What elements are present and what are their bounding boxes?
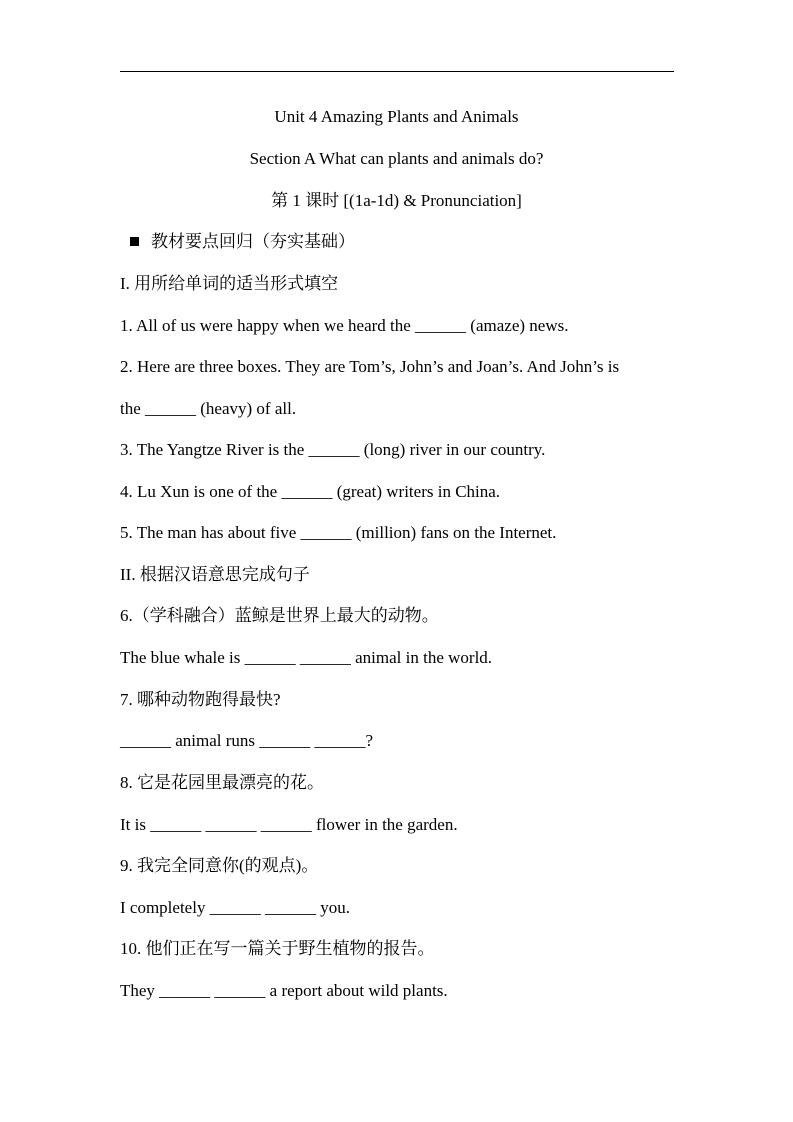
part1-heading: I. 用所给单词的适当形式填空 xyxy=(120,274,339,293)
question-6-chinese: 6.（学科融合）蓝鲸是世界上最大的动物。 xyxy=(120,606,439,625)
question-10-chinese: 10. 他们正在写一篇关于野生植物的报告。 xyxy=(120,939,435,958)
review-heading: 教材要点回归（夯实基础） xyxy=(151,232,355,251)
question-8-english: It is ______ ______ ______ flower in the garden. xyxy=(120,815,458,834)
question-10-english: They ______ ______ a report about wild plants. xyxy=(120,981,448,1000)
question-7-chinese: 7. 哪种动物跑得最快? xyxy=(120,690,281,709)
question-6-english: The blue whale is ______ ______ animal in the world. xyxy=(120,648,493,667)
unit-title: Unit 4 Amazing Plants and Animals xyxy=(274,107,519,126)
question-3: 3. The Yangtze River is the ______ (long) river in our country. xyxy=(120,440,546,459)
question-2-line-1: 2. Here are three boxes. They are Tom’s, John’s and Joan’s. And John’s is xyxy=(120,357,620,376)
part2-heading: II. 根据汉语意思完成句子 xyxy=(120,565,310,584)
section-title: Section A What can plants and animals do? xyxy=(249,149,544,168)
question-9-english: I completely ______ ______ you. xyxy=(120,898,350,917)
square-bullet-icon xyxy=(130,237,139,246)
question-5: 5. The man has about five ______ (million) fans on the Internet. xyxy=(120,523,557,542)
review-heading-row xyxy=(130,231,355,253)
question-7-english: ______ animal runs ______ ______? xyxy=(120,731,374,750)
lesson-title: 第 1 课时 [(1a-1d) & Pronunciation] xyxy=(271,191,522,210)
question-1: 1. All of us were happy when we heard the ______ (amaze) news. xyxy=(120,316,569,335)
question-2-line-2: the ______ (heavy) of all. xyxy=(120,399,297,418)
question-9-chinese: 9. 我完全同意你(的观点)。 xyxy=(120,856,319,875)
question-8-chinese: 8. 它是花园里最漂亮的花。 xyxy=(120,773,324,792)
question-4: 4. Lu Xun is one of the ______ (great) writers in China. xyxy=(120,482,501,501)
header-rule xyxy=(120,71,674,72)
